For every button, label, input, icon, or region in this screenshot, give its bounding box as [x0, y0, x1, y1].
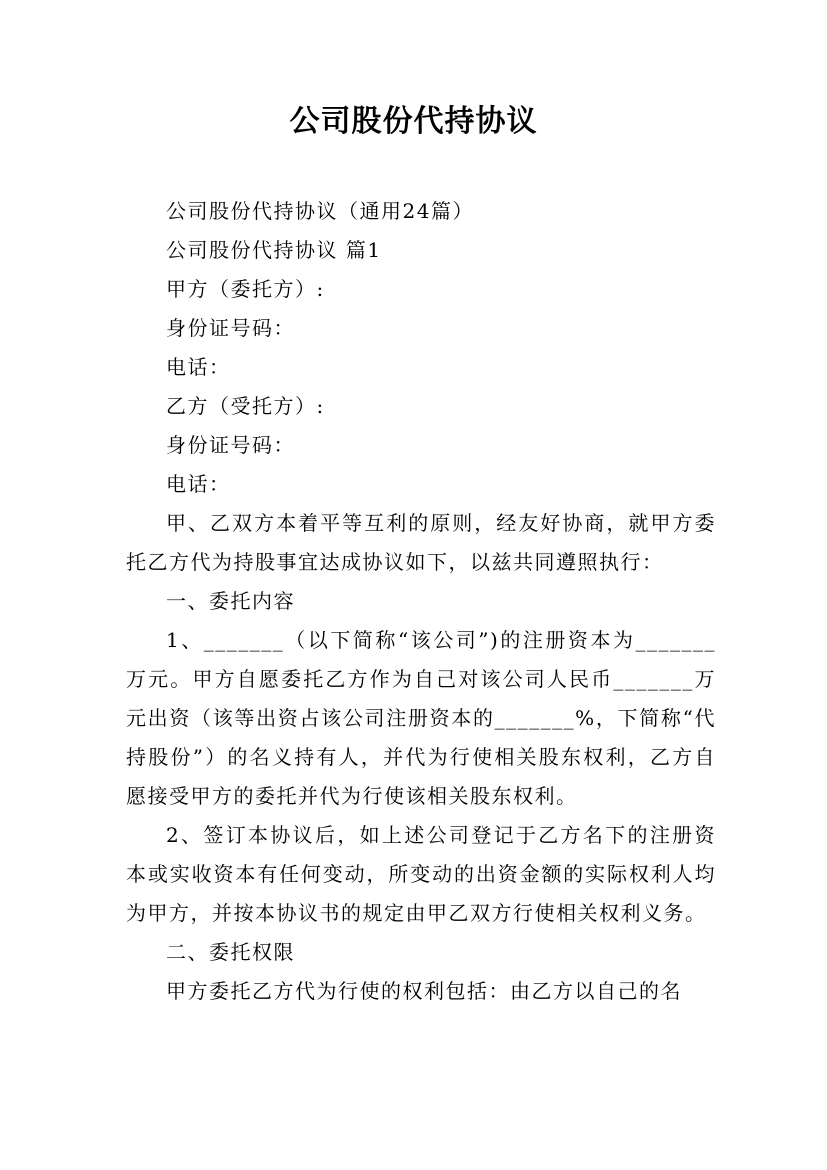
paragraph: 公司股份代持协议（通用24篇）: [166, 199, 474, 223]
paragraph: 身份证号码：: [166, 316, 295, 340]
document-title: 公司股份代持协议: [289, 104, 538, 139]
document-body: [126, 192, 716, 1011]
paragraph: 甲方（委托方）:: [166, 277, 325, 301]
paragraph: 身份证号码：: [166, 433, 295, 457]
section-heading: 二、委托权限: [166, 940, 295, 964]
paragraph: 公司股份代持协议 篇1: [166, 238, 382, 262]
paragraph: 甲方委托乙方代为行使的权利包括：由乙方以自己的名: [166, 979, 682, 1003]
paragraph: 1、_______（以下简称“该公司”)的注册资本为_______万元。甲方自愿委托乙方作为自己对该公司人民币_______万元出资（该等出资占该公司注册资本的_______%，下简称“代持股份”）的名义持有人，并代为行使相关股东权利，乙方自愿接受甲方的委托并代为行使该相关股东权利。: [126, 628, 716, 808]
paragraph: 电话：: [166, 355, 231, 379]
paragraph: 乙方（受托方）:: [166, 394, 325, 418]
paragraph: 2、签订本协议后，如上述公司登记于乙方名下的注册资本或实收资本有任何变动，所变动的出资金额的实际权利人均为甲方，并按本协议书的规定由甲乙双方行使相关权利义务。: [126, 823, 716, 925]
paragraph: 甲、乙双方本着平等互利的原则，经友好协商，就甲方委托乙方代为持股事宜达成协议如下，以兹共同遵照执行：: [126, 511, 716, 574]
paragraph: 电话：: [166, 472, 231, 496]
section-heading: 一、委托内容: [166, 589, 295, 613]
